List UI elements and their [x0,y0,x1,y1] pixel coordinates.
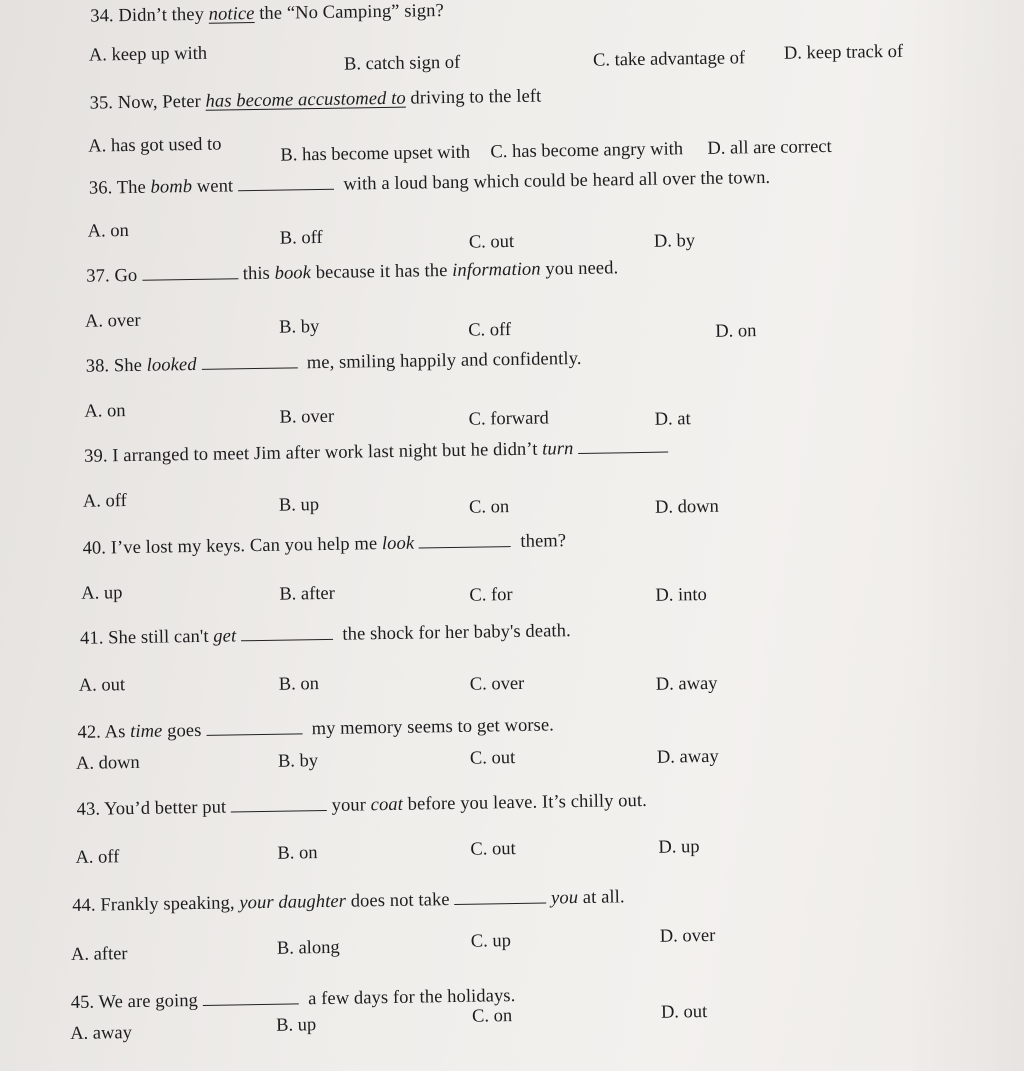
option-43-d: D. up [658,837,700,858]
option-36-c: C. out [468,231,515,253]
option-40-b: B. after [279,583,336,605]
option-36-b: B. off [279,227,323,249]
blank-42 [206,719,302,736]
question-40: 40. I’ve lost my keys. Can you help me look them? [82,531,567,559]
option-44-c: C. up [470,931,512,952]
option-39-d: D. down [654,496,719,518]
blank-38 [201,353,297,370]
option-40-a: A. up [81,583,123,604]
option-45-a: A. away [70,1023,133,1045]
option-39-a: A. off [82,491,127,512]
blank-43 [231,796,327,813]
option-37-d: D. on [715,321,757,342]
option-35-c: C. has become angry with [490,139,684,163]
option-34-a: A. keep up with [88,43,208,66]
question-34: 34. Didn’t they notice the “No Camping” sign? [90,1,444,27]
option-44-a: A. after [70,944,128,966]
question-44: 44. Frankly speaking, your daughter does not take you at all. [72,887,625,916]
question-41: 41. She still can't get the shock for her baby's death. [79,621,571,649]
blank-45 [203,989,299,1006]
question-37: 37. Go this book because it has the information you need. [86,258,619,287]
option-44-d: D. over [659,925,716,947]
option-45-c: C. on [471,1006,513,1027]
question-45: 45. We are going a few days for the holidays. [70,986,516,1014]
option-37-a: A. over [84,310,141,332]
blank-40 [419,532,511,548]
option-42-d: D. away [656,746,719,768]
blank-41 [241,625,333,641]
option-34-c: C. take advantage of [592,48,746,71]
blank-39 [578,438,668,454]
option-41-a: A. out [78,675,126,696]
blank-36 [238,175,334,192]
option-45-d: D. out [660,1002,708,1023]
blank-37 [142,264,238,281]
blank-44 [454,889,546,905]
option-36-a: A. on [87,221,129,242]
question-39: 39. I arranged to meet Jim after work last night but he didn’t turn [84,438,668,468]
option-44-b: B. along [276,937,340,959]
option-37-c: C. off [468,320,512,341]
option-37-b: B. by [279,317,320,338]
option-38-c: C. forward [468,408,549,430]
option-40-c: C. for [469,585,513,606]
page-shadow [904,0,1024,1071]
option-35-d: D. all are correct [707,136,832,159]
option-35-b: B. has become upset with [280,142,471,166]
option-34-b: B. catch sign of [343,52,461,75]
option-42-c: C. out [469,748,516,769]
option-43-c: C. out [470,839,516,860]
option-39-c: C. on [468,497,510,518]
question-42: 42. As time goes my memory seems to get worse. [77,715,555,743]
option-35-a: A. has got used to [88,134,222,157]
question-36: 36. The bomb went with a loud bang which could be heard all over the town. [88,167,771,199]
question-38: 38. She looked me, smiling happily and confidently. [85,348,582,377]
question-35: 35. Now, Peter has become accustomed to driving to the left [89,86,542,114]
option-43-b: B. on [277,843,318,864]
option-41-b: B. on [278,674,320,695]
option-38-a: A. on [84,401,126,422]
option-45-b: B. up [275,1015,317,1036]
option-42-a: A. down [75,752,140,774]
option-42-b: B. by [277,751,319,772]
option-41-c: C. over [469,673,525,695]
option-34-d: D. keep track of [783,41,904,64]
option-39-b: B. up [278,495,320,516]
option-38-d: D. at [654,409,691,430]
option-40-d: D. into [655,584,707,606]
question-43: 43. You’d better put your coat before you leave. It’s chilly out. [76,790,648,820]
option-41-d: D. away [655,673,718,695]
option-43-a: A. off [75,847,120,868]
option-36-d: D. by [653,231,696,252]
option-38-b: B. over [279,406,335,428]
